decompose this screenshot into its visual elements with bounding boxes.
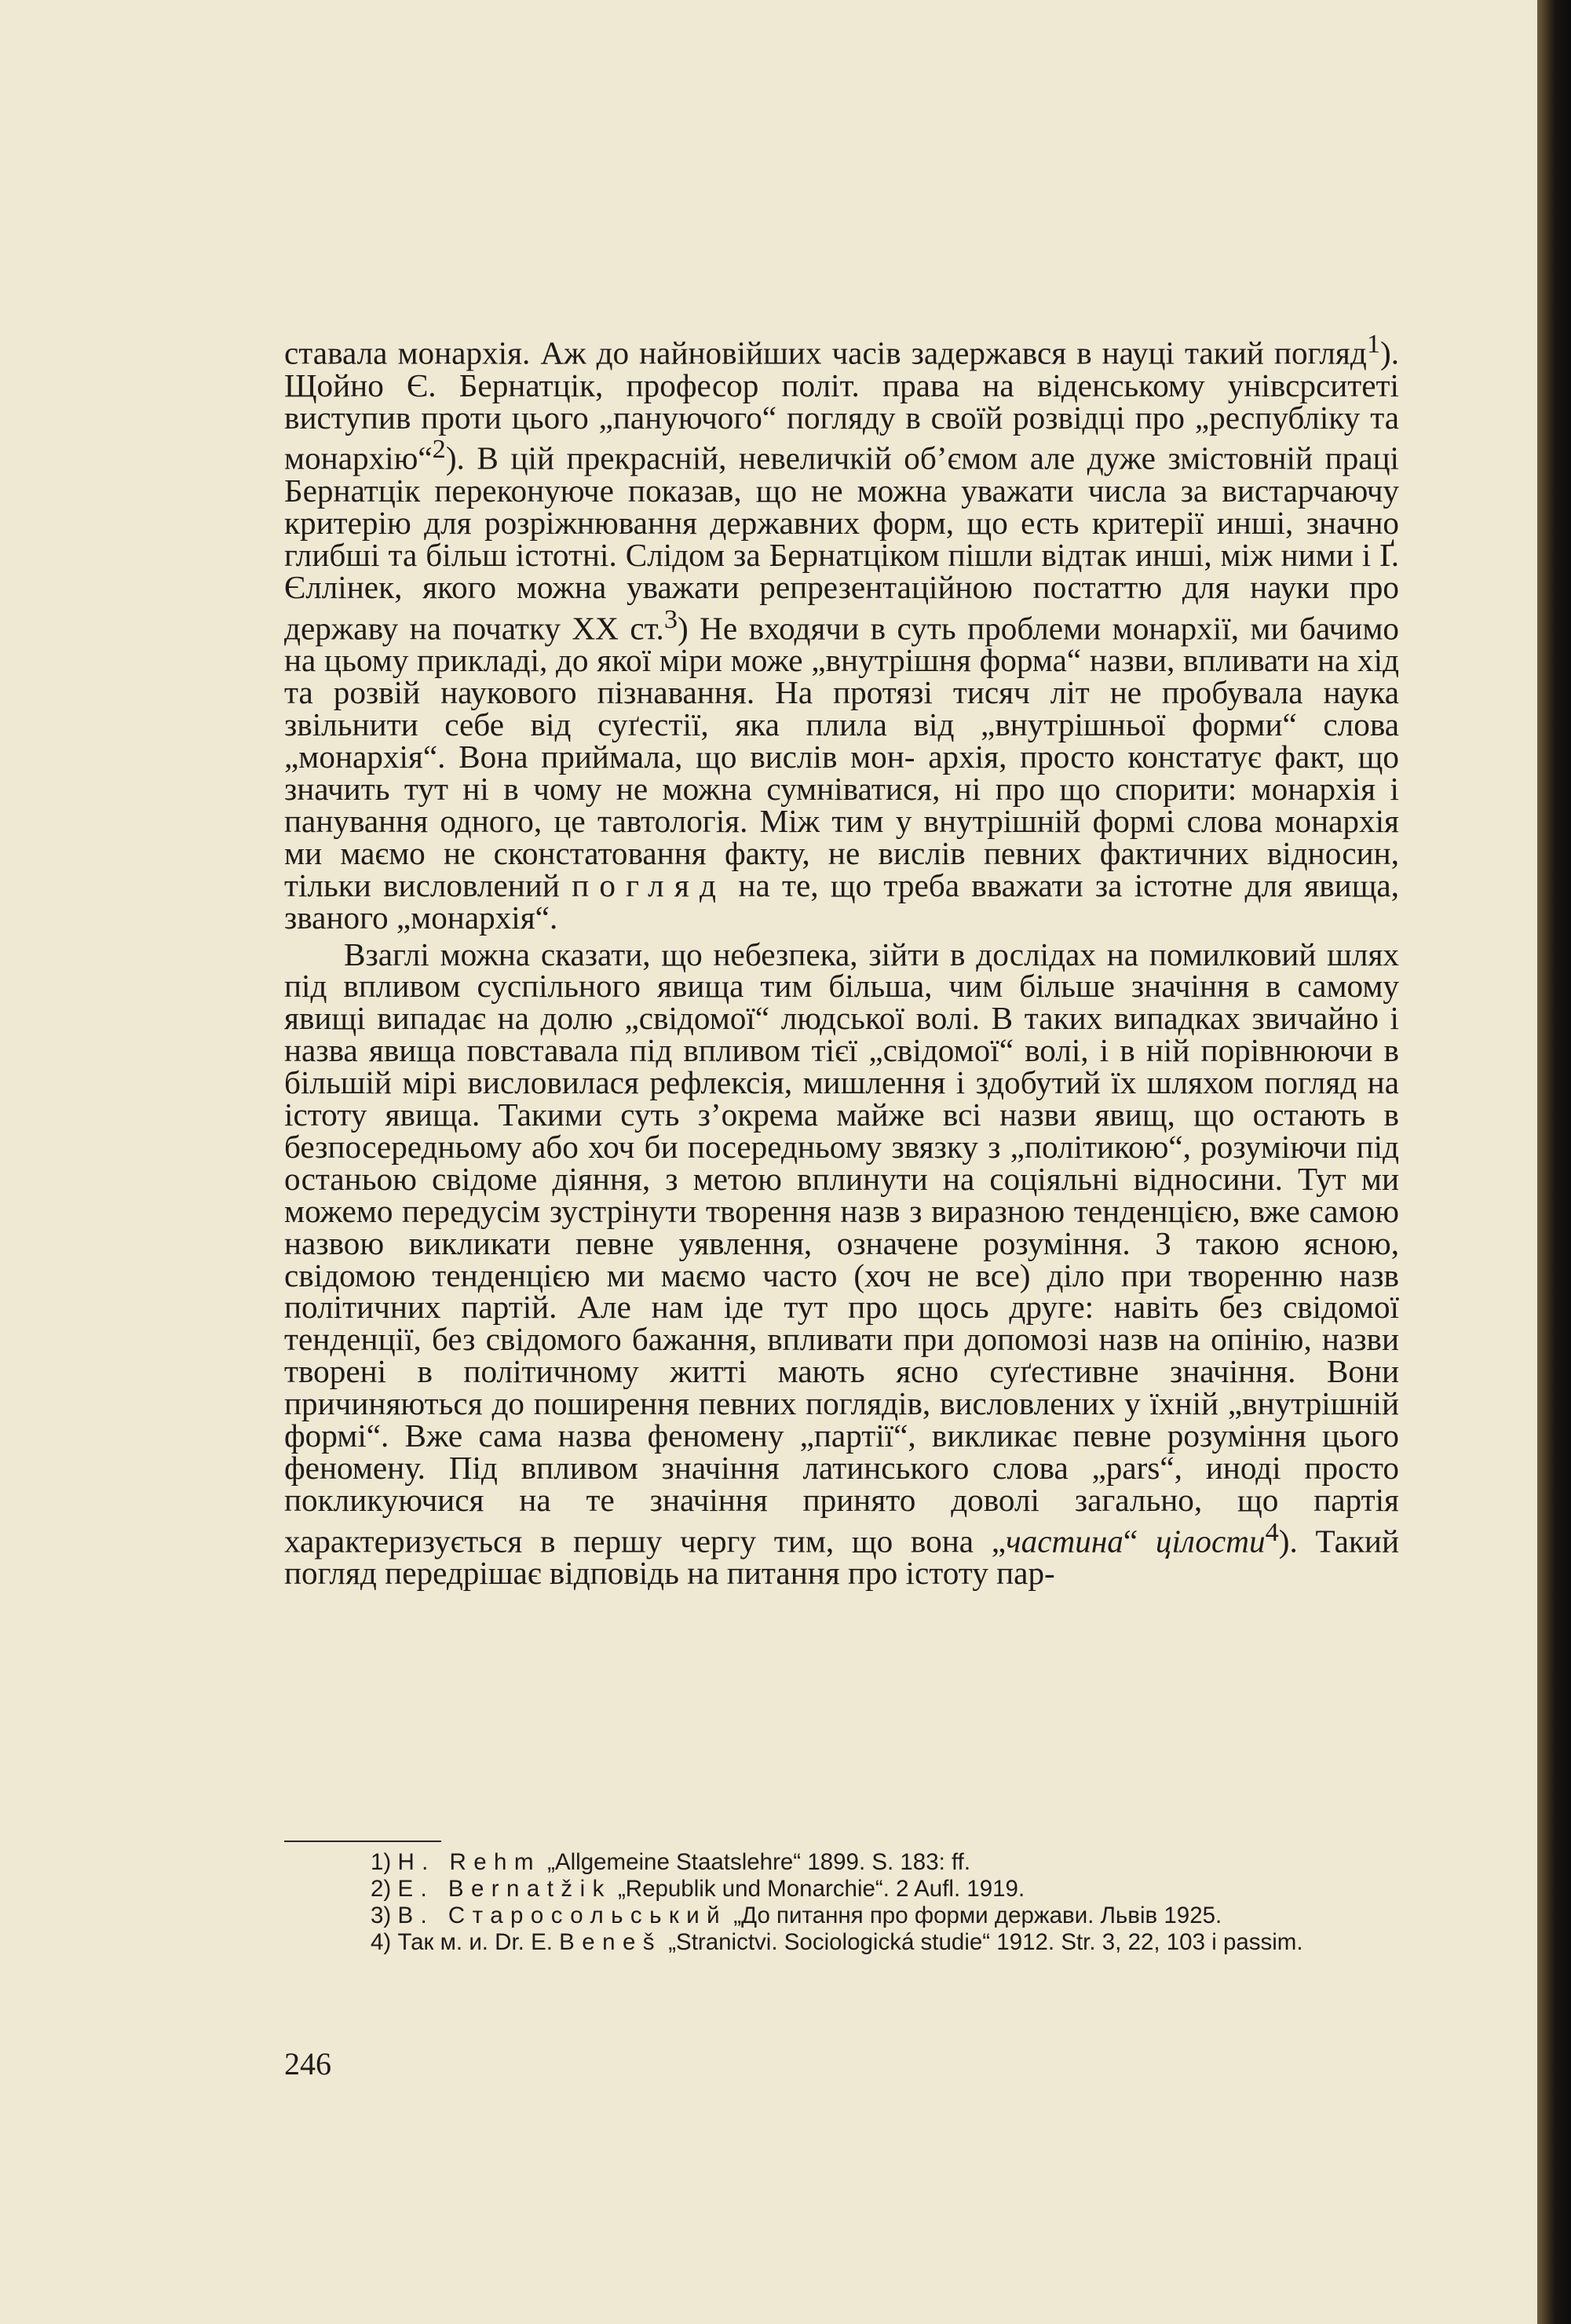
footnote-ref-3: 3	[663, 604, 678, 634]
emphasis-italic-2: цілости	[1155, 1523, 1266, 1560]
footnote-ref-1: 1	[1366, 329, 1380, 359]
emphasis-spaced: погляд	[572, 866, 727, 903]
footnote-4: 4) Так м. и. Dr. E. Beneš „Stranictvi. Sociologická studie“ 1912. Str. 3, 22, 103 i passim.	[371, 1929, 1303, 1955]
footnotes	[284, 1849, 1399, 1956]
footnote-1: 1) H. Rehm „Allgemeine Staatslehre“ 1899. S. 183: ff.	[371, 1849, 971, 1875]
emphasis-italic-1: частина	[1006, 1523, 1123, 1560]
footnote-ref-4: 4	[1265, 1516, 1279, 1547]
footnote-separator	[284, 1841, 441, 1842]
footnote-2: 2) E. Bernatžik „Republik und Monarchie“. 2 Aufl. 1919.	[371, 1876, 1025, 1902]
footnote-3: 3) В. Старосольський „До питання про форми держави. Львів 1925.	[371, 1903, 1222, 1928]
paragraph-1: ставала монархія. Аж до найновійших часів задержався в науці такий погляд$^1$). Щойно Є. Бернатцік, професор політ. права на віденському унівсрситеті виступив проти цього „пануючого“ погляду в своїй розвідці про „республіку та монархію“$^2$). В цій прекрасній, невеличкій об’ємом але дуже змістовній праці Бернатцік переконуюче показав, що не можна уважати числа за вистарчаючу критерію для розріжнювання державних форм, що есть критерії инші, значно глибші та більш істотні. Слідом за Бернатціком пішли відтак инші, між ними і Ґ. Єллінек, якого можна уважати репрезентаційною постаттю для науки про державу на початку XX ст.$^3$) Не входячи в суть проблеми монархії, ми бачимо на цьому прикладі, до якої міри може „внутрішня форма“ назви, впливати на хід та розвій наукового пізнавання. На протязі тисяч літ не пробувала наука звільнити себе від суґестії, яка плила від „внутрішньої форми“ слова „монархія“. Вона приймала, що вислів мон- архія, просто констатує факт, що значить тут ні в чому не можна сумніватися, ні про що спорити: монархія і панування одного, це тавтологія. Між тим у внутрішній формі слова монархія ми маємо не сконстатовання факту, не вислів певних фактичних відносин, тільки висловлений погляд на те, що треба вважати за істотне для явища, званого „монархія“.	[284, 329, 1399, 936]
book-spine-edge	[1537, 0, 1571, 2324]
body-text	[284, 328, 1399, 1592]
page-number: 246	[284, 2046, 331, 2081]
footnote-ref-2: 2	[432, 434, 446, 465]
paragraph-2: Взаглі можна сказати, що небезпека, зійти в дослідах на помилковий шлях під впливом суспільного явища тим більша, чим більше значіння в самому явищі випадає на долю „свідомої“ людської волі. В таких випадках звичайно і назва явища повставала під впливом тієї „свідомої“ волі, і в ній порівнюючи в більшій мірі висловилася рефлексія, мишлення і здобутий їх шляхом погляд на істоту явища. Такими суть з’окрема майже всі назви явищ, що остають в безпосередньому або хоч би посередньому звязку з „політикою“, розуміючи під останьою свідоме діяння, з метою вплинути на соціяльні відносини. Тут ми можемо передусім зустрінути творення назв з виразною тенденцією, вже самою назвою викликати певне уявлення, означене розуміння. З такою ясною, свідомою тенденцією ми маємо часто (хоч не все) діло при творенню назв політичних партій. Але нам іде тут про щось друге: навіть без свідомої тенденції, без свідомого бажання, впливати при допомозі назв на опінію, назви творені в політичному житті мають ясно суґестивне значіння. Вони причиняються до поширення певних поглядів, висловлених у їхній „внутрішній формі“. Вже сама назва феномену „партії“, викликає певне розуміння цього феномену. Під впливом значіння латинського слова „pars“, иноді просто покликуючися на те значіння принято доволі загально, що партія характеризується в першу чергу тим, що вона „частина“ цілости$^4$). Такий погляд передрішає відповідь на питання про істоту пар-	[284, 936, 1399, 1592]
